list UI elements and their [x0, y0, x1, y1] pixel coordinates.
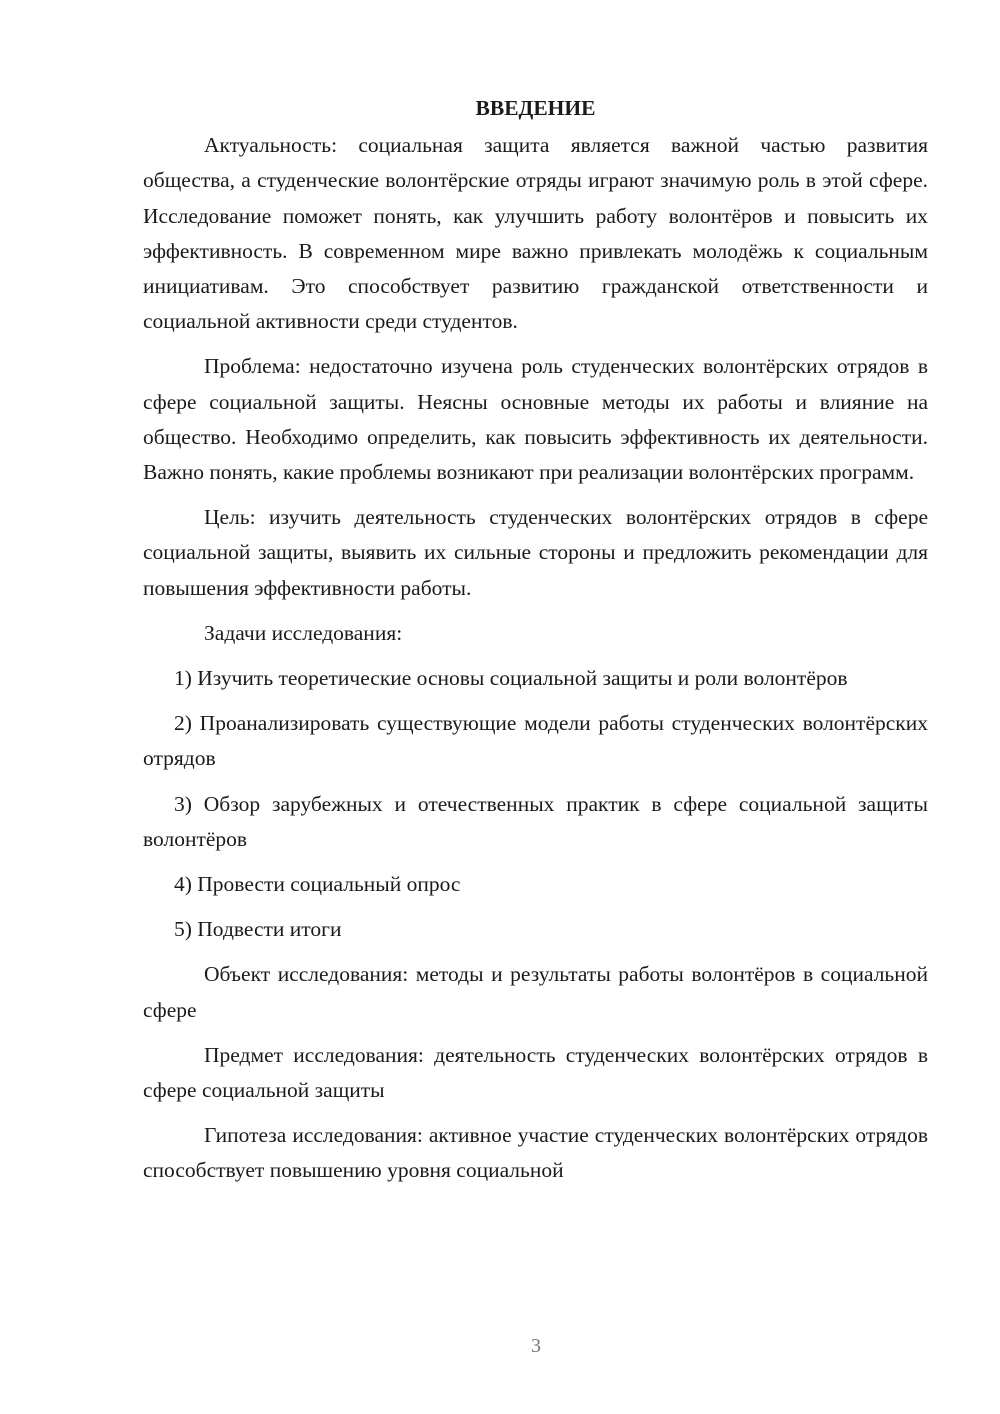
paragraph-goal: Цель: изучить деятельность студенческих волонтёрских отрядов в сфере социальной защиты, выявить их сильные стороны и предложить рекомендации для повышения эффективности работы.: [143, 505, 928, 600]
paragraph-tasks-heading: Задачи исследования:: [204, 620, 403, 645]
task-item-5: 5) Подвести итоги: [174, 917, 342, 942]
task-item-4: 4) Провести социальный опрос: [174, 872, 461, 897]
paragraph-hypothesis: Гипотеза исследования: активное участие студенческих волонтёрских отрядов способствует повышению уровня социальной: [143, 1123, 928, 1183]
page-content: [143, 91, 928, 1189]
task-item-1: 1) Изучить теоретические основы социальной защиты и роли волонтёров: [174, 666, 848, 691]
page-number: 3: [531, 1335, 541, 1357]
paragraph-problem: Проблема: недостаточно изучена роль студенческих волонтёрских отрядов в сфере социальной защиты. Неясны основные методы их работы и влияние на общество. Необходимо определить, как повысить эффективность их деятельности. Важно понять, какие проблемы возникают при реализации волонтёрских программ.: [143, 354, 928, 485]
paragraph-object: Объект исследования: методы и результаты работы волонтёров в социальной сфере: [143, 962, 928, 1022]
paragraph-subject: Предмет исследования: деятельность студенческих волонтёрских отрядов в сфере социальной защиты: [143, 1042, 928, 1103]
task-item-2: 2) Проанализировать существующие модели работы студенческих волонтёрских отрядов: [143, 711, 928, 771]
section-title: ВВЕДЕНИЕ: [475, 96, 596, 120]
paragraph-relevance: Актуальность: социальная защита является важной частью развития общества, а студенческие волонтёрские отряды играют значимую роль в этой сфере. Исследование поможет понять, как улучшить работу волонтёров и повысить их эффективность. В современном мире важно привлекать молодёжь к социальным инициативам. Это способствует развитию гражданской ответственности и социальной активности среди студентов.: [143, 133, 928, 334]
task-item-3: 3) Обзор зарубежных и отечественных практик в сфере социальной защиты волонтёров: [143, 791, 928, 851]
